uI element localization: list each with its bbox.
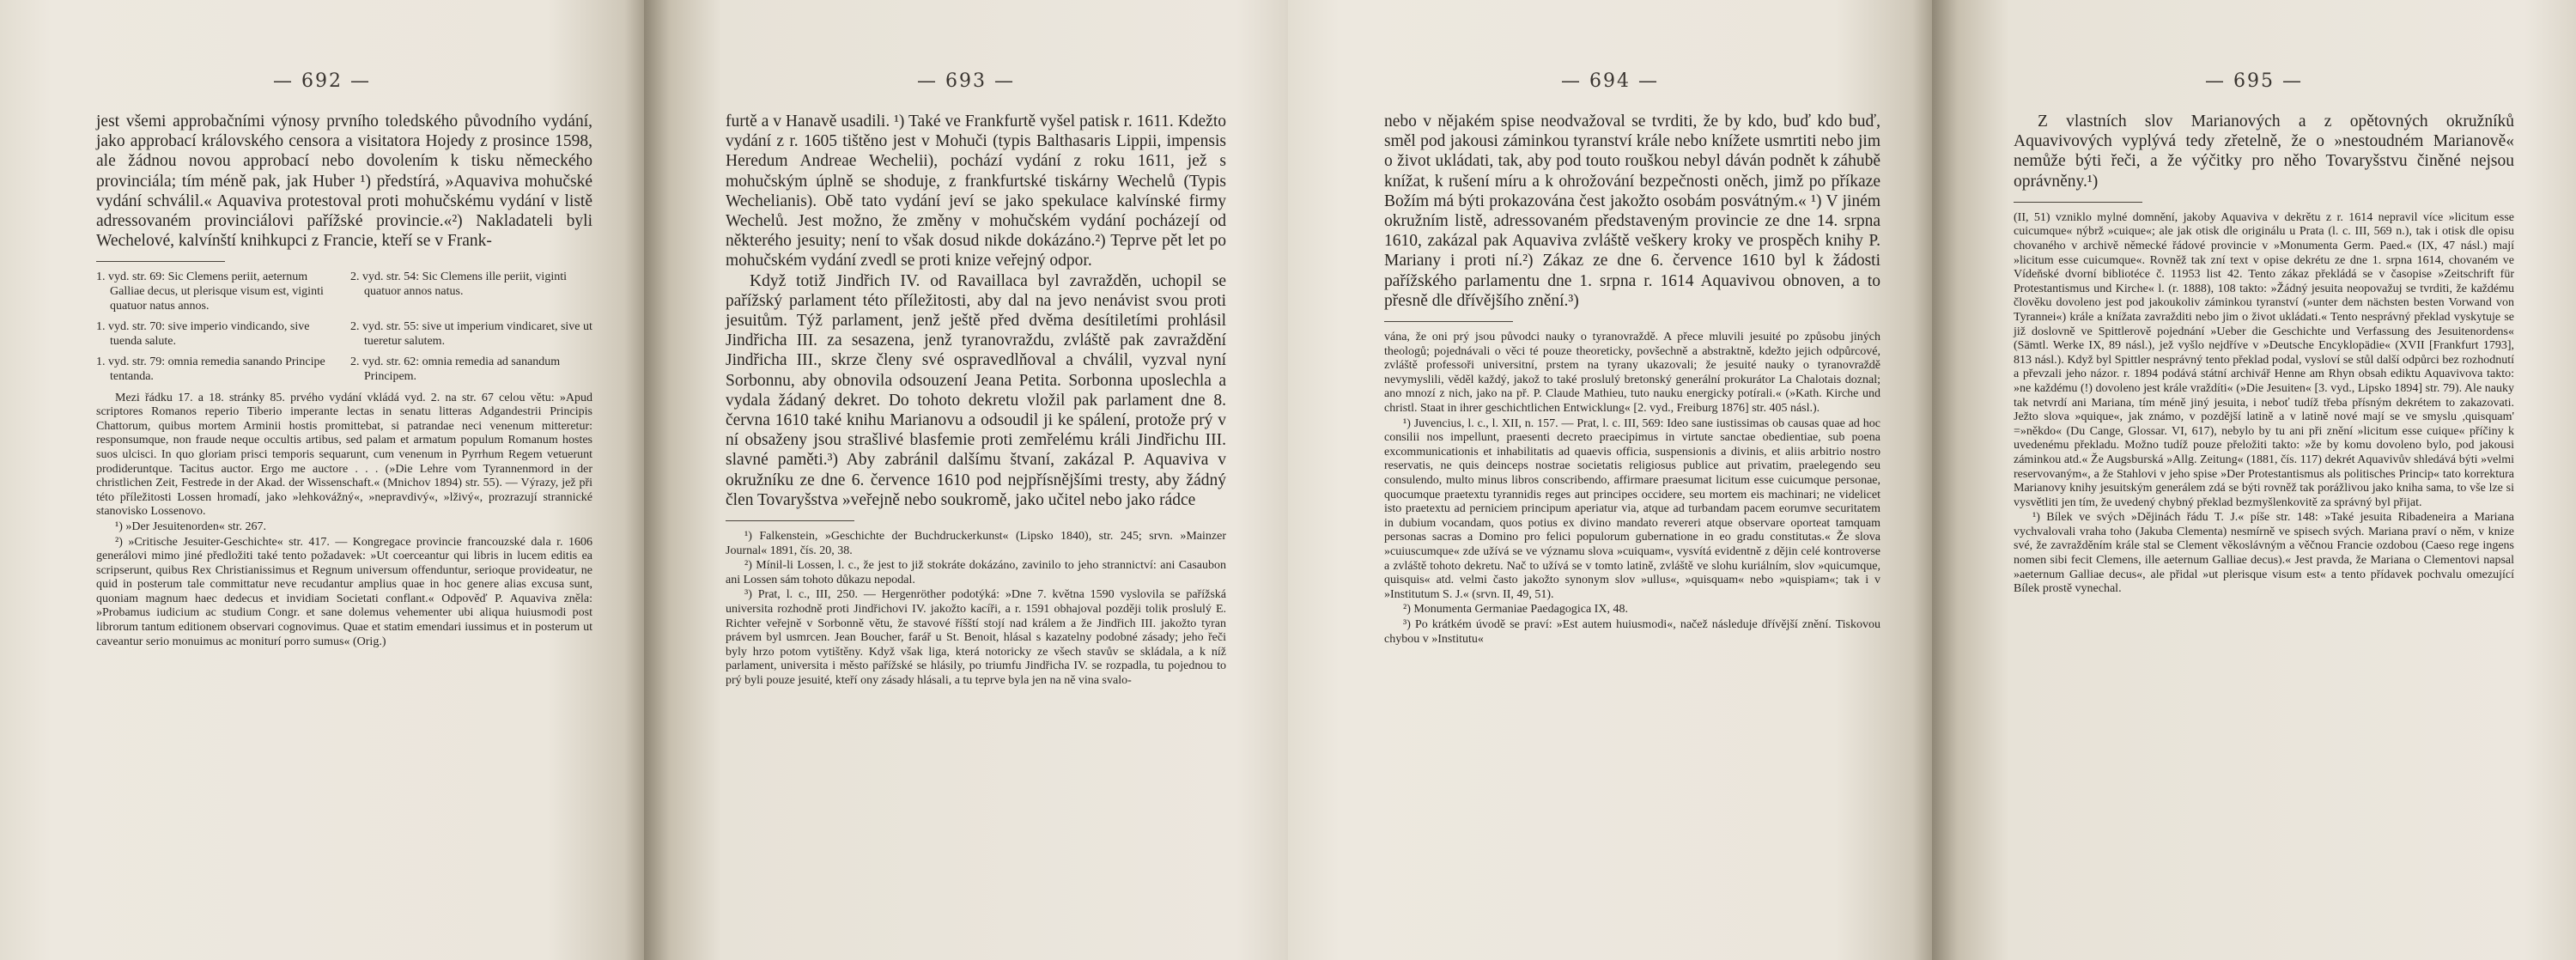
paragraph: Z vlastních slov Marianových a z opětovných okružníků Aquavivových vyplývá tedy zřetelně, že o »nestoudném Marianově« nemůže býti řeči, a že výčitky pro něho Tovaryšstvu činěné nejsou oprávněny.¹)	[2014, 112, 2514, 191]
footnote: ¹) Falkenstein, »Geschichte der Buchdruckerkunst« (Lipsko 1840), str. 245; srvn. »Mainzer Journal« 1891, čís. 20, 38.	[726, 530, 1226, 557]
footnotes	[2014, 211, 2514, 597]
body-text	[726, 112, 1226, 510]
footnote: (II, 51) vzniklo mylné domnění, jakoby Aquaviva v dekrětu z r. 1614 nepravil více »licitum esse cuicumque« nýbrž »cuique«; ale jak otisk dle originálu u Prata (l. c. III, 569 n.), tak i otisk dle opisu chovaného v archivě německé řádové provincie v »Monumenta Germ. Paed.« (IX, 47 násl.) mají »licitum esse cuicumque«. Rovněž tak zní text v opise dekrétu ze dne 1. srpna 1614, chovaném ve Vídeňské dvorní bibliotéce č. 11953 list 42. Tento zákaz překládá se v časopise »Zeitschrift für Protestantismus und Kirche« l. (r. 1888), 108 takto: »Žádný jesuita neopovažuj se tvrditi, že každému člověku dovoleno jest pod jakoukoliv záminkou tyranství (»unter dem nächsten besten Vorwand von Tyrannei«) krále a knížata zavražditi nebo jim o život ukládati.« Tento nesprávný překlad vyskytuje se již doslovně ve Spittlerově pojednání »Ueber die Geschichte und Verfassung des Jesuitenordens« (Sämtl. Werke IX, 89 násl.), jež vyšlo nejdříve v »Deutsche Encyklopädie« (XVII [Frankfurt 1793], 813 násl.). Když byl Spittler nesprávný tento překlad podal, vysloví se stůl další odpůrci bez rozhodnutí a převzali jeho názor. r. 1894 podává státní archivář Henne am Rhyn obsah ediktu Aquavivova takto: »ne každému (!) dovoleno jest krále vraždíti« (»Die Jesuiten« [3. vyd., Lipsko 1894] str. 79). Ale nauky tak netvrdí ani Mariana, tím méně jiný jesuita, i neboť tudíž třeba přísným dekrétem to zakazovati. Ježto slova »quique«, jak známo, v pozdější latině a v latině nové mají se ve smyslu ,quisquam' =»někdo« (Du Cange, Glossar. VI, 617), nebylo by tu ani při znění »licitum esse cuique« příčiny k uvedenému překladu. Možno tudíž pouze přeložiti takto: »že by komu dovoleno bylo, pod jakousi záminkou atd.« Že Augsburská »Allg. Zeitung« (1881, čís. 117) dekrét Aquavivův shledává býti »velmi reservovaným«, a že Stahlovi v jeho spise »Der Protestantismus als politisches Princip« tato korrektura Marianovy knihy jesuitským generálem zdá se býti rovněž tak porážlivou jako kniha sama, to vše lze si vysvětliti jen tím, že uvedený chybný překlad bezmyšlenkovitě za správný byl přijat.	[2014, 210, 2514, 509]
footnote-rule	[726, 520, 854, 521]
footnote: vána, že oni prý jsou původci nauky o tyranovraždě. A přece mluvili jesuité po způsobu jiných theologů; pojednávali o věci té pouze theoreticky, povšechně a abstraktně, kdežto jejich odpůrcové, zvláště professoři universitní, prstem na tyrany ukazovali; že jesuité nauky o tyranovraždě nevymyslili, věděl každý, jakož to také proslulý bretonský generální prokurátor La Chalotais doznal; ano mnozí z nich, jako na př. P. Claude Mathieu, tuto nauku energicky potírali.« (»Kath. Kirche und christl. Staat in ihrer geschichtlichen Entwicklung« [2. vyd., Freiburg 1876] str. 405 násl.).	[1384, 331, 1880, 415]
paragraph: jest všemi approbačními výnosy prvního toledského původního vydání, jako approbací královského censora a visitatora Hojedy z prosince 1598, ale žádnou novou approbací nebo dovolením k tisku německého provinciála; tím méně pak, jak Huber ¹) předstírá, »Aquaviva mohučské vydání schválil.« Aquaviva protestoval proti mohučskému vydání v listě adressovaném provinciálovi pařížské provincie.«²) Nakladateli byli Wechelové, kalvínští knihkupci z Francie, kteří se v Frank-	[96, 112, 592, 251]
page-content	[726, 112, 1226, 690]
page-content	[1384, 112, 1880, 647]
page-693	[644, 0, 1288, 960]
footnote: ³) Prat, l. c., III, 250. — Hergenröther podotýká: »Dne 7. května 1590 vyslovila se pařížská universita rozhodně proti Jindřichovi IV. jakožto kacíři, a r. 1591 obhajoval později tolik proslulý E. Richter veřejně v Sorbonně větu, že stavové říšští stojí nad králem a že Jindřich III. jakožto tyran právem byl usmrcen. Jean Boucher, farář u St. Benoit, hlásal s kazatelny podobné zásady; jeho řeči byly hrzo potom vytištěny. Když však liga, která notoricky ze všech stavův se skládala, a k níž parlament, universita i město pařížské se hlásily, po triumfu Jindřicha IV. se rozpadla, tu pojednou to prý byli pouze jesuité, kteří ony zásady hlásali, a tu teprve byla jen na ně vina svalo-	[726, 588, 1226, 687]
variant-first-ed: 1. vyd. str. 79: omnia remedia sanando Principe tentanda.	[96, 355, 325, 383]
page-content	[2014, 112, 2514, 598]
variant-first-ed: 1. vyd. str. 70: sive imperio vindicando, sive tuenda salute.	[96, 320, 310, 348]
footnote-rule	[2014, 202, 2142, 203]
footnote-rule	[96, 261, 225, 262]
variant-second-ed: 2. vyd. str. 54: Sic Clemens ille periit, viginti quatuor annos natus.	[350, 270, 567, 299]
footnotes	[726, 530, 1226, 689]
footnote: Mezi řádku 17. a 18. stránky 85. prvého vydání vkládá vyd. 2. na str. 67 celou větu: »Apud scriptores Romanos reperio Tiberio imperante lectas in senatu litteras Adgandestrii Principis Chattorum, quibus mortem Arminii hostis promittebat, si patrandae neci venenum mitteretur: responsumque, non fraude neque occultis artibus, sed palam et armatum populum Romanum hostes suos ulcisci. In quo gloriam prisci temporis sequarunt, cum venenum in Pyrrhum Regem vetuerunt prodideruntque. Tacitus auctor. Ergo me auctore . . . (»Die Lehre vom Tyrannenmord in der christlichen Zeit, Festrede in der Akad. der Wissenschaft.« (Mnichov 1894) str. 55). — Výrazy, jež při této příležitosti Lossen hromadí, jako »lehkovážný«, »nepravdivý«, »lživý«, prozrazují strannické stanovisko Lossenovo.	[96, 391, 592, 519]
variant-comparison	[96, 270, 592, 384]
paragraph: Když totiž Jindřich IV. od Ravaillaca byl zavražděn, uchopil se pařížský parlament této příležitosti, aby dal na jevo nenávist svou proti jesuitům. Týž parlament, jenž ještě před dvěma desítiletími prohlásil Jindřicha III. za sesazena, jenž tyranovraždu, zvláště pak zavraždění Jindřicha III., skrze členy své ospravedlňoval a chválil, vyzval nyní Sorbonnu, aby obnovila odsouzení Jeana Petita. Sorbonna uposlechla a vydala žádaný dekret. Do tohoto dekretu vložil pak parlament dne 8. června 1610 také knihu Marianovu a odsoudil ji ke spálení, protože prý v ní obsaženy jsou strašlivé blasfemie proti zemřelému králi Jindřichu III. slavné paměti.³) Aby zabránil dalšímu štvaní, zakázal P. Aquaviva v okružníku ze dne 6. července 1610 pod nejpřísnějšími tresty, aby žádný člen Tovaryšstva »veřejně nebo soukromě, jako učitel nebo jako rádce	[726, 271, 1226, 509]
body-text	[1384, 112, 1880, 311]
footnote: ²) Monumenta Germaniae Paedagogica IX, 48.	[1403, 603, 1628, 617]
footnote: ¹) Bílek ve svých »Dějinách řádu T. J.« píše str. 148: »Také jesuita Ribadeneira a Mariana vychvalovali vraha toho (Jakuba Clementa) nesmírně ve spisech svých. Mariana praví o něm, v knize své, že zavražděním krále stal se Clement věkoslávným a věčnou Francie ozdobou (Caeso rege ingens nomen sibi fecit Clemens, ille aeternum Galliae decus).« Jest pravda, že Mariana o Clementovi napsal »aeternum Galliae decus«, ale přidal »ut plerisque visum est« a tento přídavek pochvalu omezující Bílek prostě vynechal.	[2014, 511, 2514, 596]
footnote: ³) Po krátkém úvodě se praví: »Est autem huiusmodi«, načež následuje dřívější znění. Tiskovou chybou v »Institutu«	[1384, 617, 1880, 646]
body-text	[96, 112, 592, 251]
footnote-rule	[1384, 321, 1513, 322]
variant-second-ed: 2. vyd. str. 62: omnia remedia ad sanandum Principem.	[350, 355, 561, 383]
variant-second-ed: 2. vyd. str. 55: sive ut imperium vindicaret, sive ut tueretur salutem.	[350, 320, 592, 348]
page-number: — 692 —	[273, 70, 371, 92]
page-695	[1932, 0, 2576, 960]
paragraph: furtě a v Hanavě usadili. ¹) Také ve Frankfurtě vyšel patisk r. 1611. Kdežto vydání z r. 1605 tištěno jest v Mohuči (typis Balthasaris Lippii, impensis Heredum Andreae Wechelii), pochází vydání z roku 1611, jež s mohučským úplně se shoduje, z frankfurtské tiskárny Wechelů (Typis Wechelianis). Obě tato vydání jeví se jako spekulace kalvínské firmy Wechelů. Jest možno, že změny v mohučském vydání pocházejí od některého jesuity; není to však dosud nikde dokázáno.²) Teprve pět let po mohučském vydání zvedl se proti knize veřejný odpor.	[726, 112, 1226, 270]
body-text	[2014, 112, 2514, 191]
page-692	[0, 0, 644, 960]
page-number: — 695 —	[2205, 70, 2303, 92]
page-number: — 693 —	[917, 70, 1015, 92]
footnote: ²) Mínil-li Lossen, l. c., že jest to již stokráte dokázáno, zavinilo to jeho strannictví: ani Casaubon ani Lossen sám tohoto důkazu nepodal.	[726, 559, 1226, 586]
page-694	[1288, 0, 1932, 960]
paragraph: nebo v nějakém spise neodvažoval se tvrditi, že by kdo, buď kdo buď, směl pod jakousi záminkou tyranství krále nebo knížete usmrtiti nebo jim o život ukládati, tak, aby pod touto rouškou nebyl dáván podnět k záhubě knížat, k rušení míru a k ohrožování bezpečnosti oněch, jimž po příkaze Božím má býti prokazována čest jakožto osobám posvátným.« ¹) V jiném okružním listě, adressovaném představeným provincie ze dne 14. srpna 1610, zakázal pak Aquaviva zvláště veškery kroky ve prospěch knihy P. Mariany i proti ní.²) Zákaz ze dne 6. července 1610 byl k žádosti pařížského parlamentu dne 1. srpna r. 1614 Aquavivou obnoven, a to přesně dle dřívějšího znění.³)	[1384, 112, 1880, 310]
right-spread	[1288, 0, 2576, 960]
footnote: ²) »Critische Jesuiter-Geschichte« str. 417. — Kongregace provincie francouzské dala r. 1606 generálovi mimo jiné předložiti také tento požadavek: »Ut coerceantur qui libris in lucem editis ea scripserunt, quibus Rex Christianissimus et Regnum universum offenduntur, serioque provideatur, ne quid in posterum tale committatur neve recudantur amplius quae in hoc genere alias excusa sunt, quoniam magnum haec dedecus et invidiam Societati conflant.« Odpověď P. Aquaviva zněla: »Probamus iudicium ac studium Congr. et sane dolemus vehementer ubi aliqua huiusmodi post librorum tantum editionem observari cognovimus. Quae et statim emendari iussimus et in posterum ut caveantur serio monuimus ac moniturí porro sumus« (Orig.)	[96, 535, 592, 648]
footnote: ¹) Juvencius, l. c., l. XII, n. 157. — Prat, l. c. III, 569: Ideo sane iustissimas ob causas quae ad hoc consilii nos impellunt, praesenti decreto praecipimus in virtute sanctae obedientiae, sub poena excommunicationis et inhabilitatis ad quaevis officia, suspensionis a divinis, et aliis arbitrio nostro reservatis, ne quis deinceps nostrae societatis religiosus publice aut privatim, praelegendo seu consulendo, multo minus libros conscribendo, affirmare praesumat licitum esse cuicumque personae, quocumque praetextu tyrannidis reges aut principes occidere, seu mortem eis machinari; ne videlicet isto praetextu ad perniciem principum aperiatur via, atque ad turbandam pacem eorumve securitatem in dubium vocandam, quos potius ex divino mandato revereri atque observare oporteat tamquam personas sacras a Domino pro felici populorum gubernatione in eo gradu constitutas.« Že slova »cuiuscumque« zde užívá se ve významu slova »cuiquam«, vysvítá evidentně z dějin celé kontroverse a zvláště tohoto dekretu. Nač to užívá se v tomto latině, zvláště ve slohu kuriálním, slov »quicumque, quisquis« atd. velmi často jakožto synonym slov »ullus«, »quisquam« nebo »quispiam«; tak i v »Institutum S. J.« (srvn. II, 49, 51).	[1384, 416, 1880, 601]
page-content	[96, 112, 592, 650]
page-number: — 694 —	[1561, 70, 1659, 92]
footnotes	[1384, 331, 1880, 647]
footnotes	[96, 392, 592, 650]
variant-first-ed: 1. vyd. str. 69: Sic Clemens periit, aeternum Galliae decus, ut plerisque visum est, viginti quatuor natus annos.	[96, 270, 324, 313]
footnote: ¹) »Der Jesuitenorden« str. 267.	[115, 519, 267, 533]
